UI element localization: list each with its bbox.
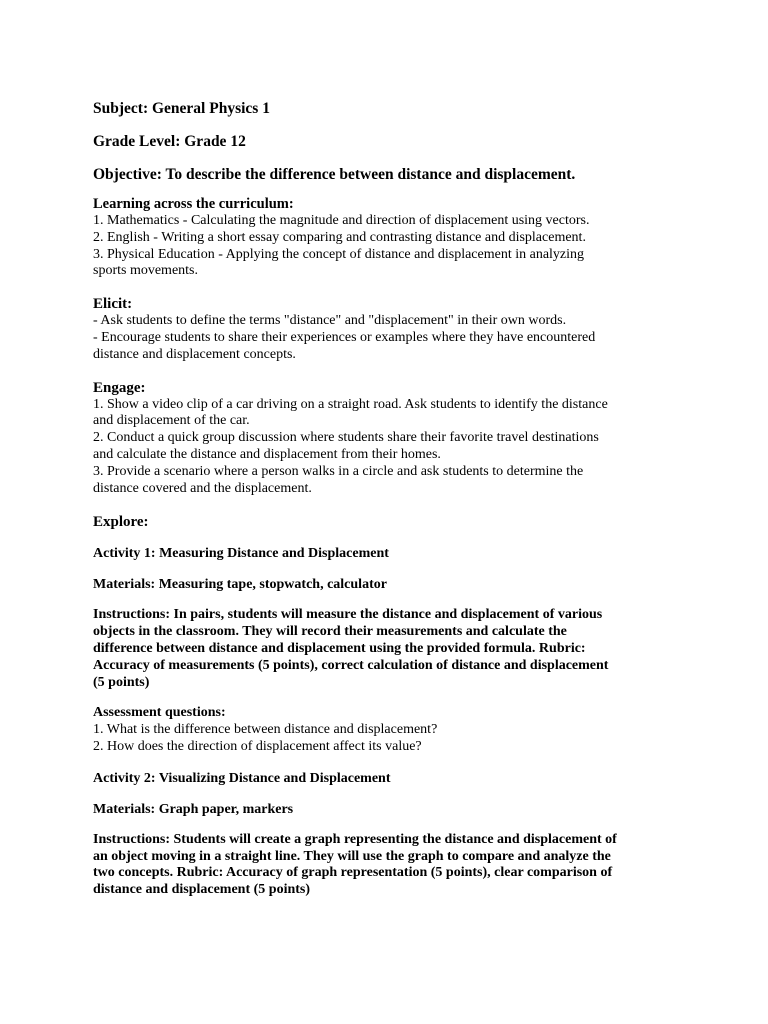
assessment-item: 1. What is the difference between distance and displacement? <box>93 722 438 738</box>
objective-line: Objective: To describe the difference between distance and displacement. <box>93 166 576 183</box>
engage-item: and displacement of the car. <box>93 413 250 429</box>
assessment-section <box>93 705 708 755</box>
instructions-line: Instructions: In pairs, students will measure the distance and displacement of various <box>93 607 603 623</box>
curriculum-item: 1. Mathematics - Calculating the magnitude and direction of displacement using vectors. <box>93 213 590 228</box>
instructions-line: two concepts. Rubric: Accuracy of graph representation (5 points), clear comparison of <box>93 865 613 881</box>
elicit-item: - Encourage students to share their experiences or examples where they have encountered <box>93 329 596 345</box>
engage-item: 3. Provide a scenario where a person walks in a circle and ask students to determine the <box>93 463 584 479</box>
assessment-item: 2. How does the direction of displacement affect its value? <box>93 738 422 754</box>
engage-title: Engage: <box>93 379 146 396</box>
activity1-materials: Materials: Measuring tape, stopwatch, calculator <box>93 577 387 593</box>
curriculum-title: Learning across the curriculum: <box>93 196 294 212</box>
instructions-line: difference between distance and displacement using the provided formula. Rubric: <box>93 640 586 656</box>
activity2-title: Activity 2: Visualizing Distance and Displacement <box>93 770 391 786</box>
engage-item: and calculate the distance and displacement from their homes. <box>93 446 441 462</box>
instructions-line: Instructions: Students will create a graph representing the distance and displacement of <box>93 831 617 847</box>
grade-level-line: Grade Level: Grade 12 <box>93 133 246 150</box>
engage-item: 1. Show a video clip of a car driving on a straight road. Ask students to identify the distance <box>93 396 608 412</box>
elicit-title: Elicit: <box>93 296 133 313</box>
instructions-line: Accuracy of measurements (5 points), correct calculation of distance and displacement <box>93 657 609 673</box>
elicit-section <box>93 296 708 363</box>
curriculum-item: sports movements. <box>93 263 198 279</box>
subject-line: Subject: General Physics 1 <box>93 100 270 117</box>
curriculum-item: 3. Physical Education - Applying the concept of distance and displacement in analyzing <box>93 246 585 262</box>
activity1-instructions <box>93 607 708 691</box>
explore-title: Explore: <box>93 514 149 531</box>
activity1-title: Activity 1: Measuring Distance and Displacement <box>93 546 389 562</box>
instructions-line: an object moving in a straight line. They will use the graph to compare and analyze the <box>93 848 611 864</box>
curriculum-section <box>93 196 708 280</box>
curriculum-item: 2. English - Writing a short essay comparing and contrasting distance and displacement. <box>93 229 586 245</box>
engage-section <box>93 380 708 498</box>
instructions-line: distance and displacement (5 points) <box>93 882 311 898</box>
engage-item: 2. Conduct a quick group discussion where students share their favorite travel destinations <box>93 430 599 446</box>
instructions-line: (5 points) <box>93 674 150 690</box>
activity2-materials: Materials: Graph paper, markers <box>93 801 294 817</box>
instructions-line: objects in the classroom. They will record their measurements and calculate the <box>93 624 567 640</box>
assessment-title: Assessment questions: <box>93 705 226 721</box>
activity2-instructions <box>93 832 708 899</box>
engage-item: distance covered and the displacement. <box>93 480 312 496</box>
elicit-item: - Ask students to define the terms "distance" and "displacement" in their own words. <box>93 313 567 329</box>
elicit-item: distance and displacement concepts. <box>93 346 296 362</box>
